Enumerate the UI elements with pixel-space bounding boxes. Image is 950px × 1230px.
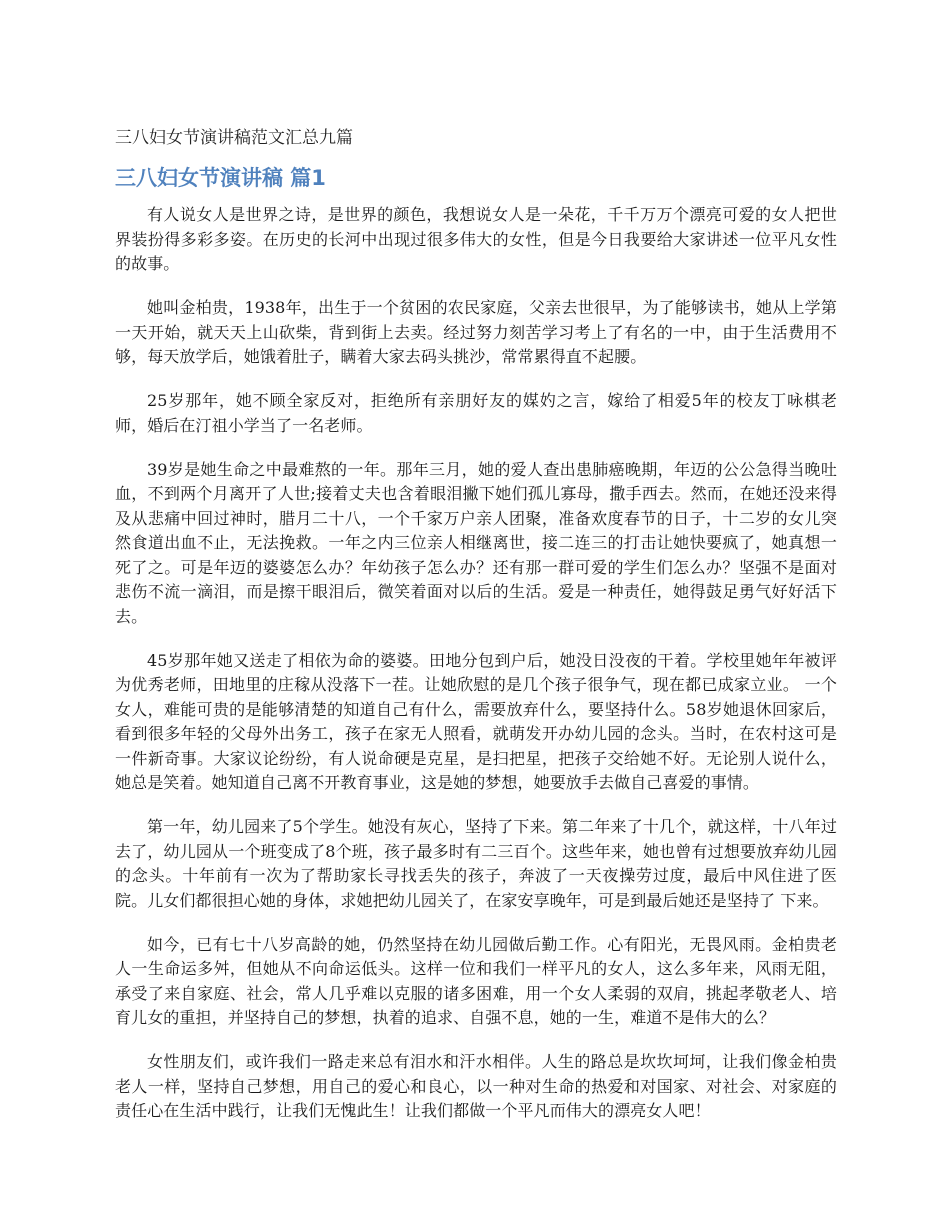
document-title: 三八妇女节演讲稿范文汇总九篇 — [115, 128, 353, 148]
document-body — [115, 203, 837, 1143]
paragraph-2: 她叫金柏贵，1938年，出生于一个贫困的农民家庭，父亲去世很早，为了能够读书，她从上学第一天开始，就天天上山砍柴，背到街上去卖。经过努力刻苦学习考上了有名的一中，由于生活费用不够，每天放学后，她饿着肚子，瞒着大家去码头挑沙，常常累得直不起腰。 — [115, 298, 837, 366]
paragraph-8: 女性朋友们，或许我们一路走来总有泪水和汗水相伴。人生的路总是坎坎坷坷，让我们像金柏贵老人一样，坚持自己梦想，用自己的爱心和良心，以一种对生命的热爱和对国家、对社会、对家庭的责任心在生活中践行，让我们无愧此生！让我们都做一个平凡而伟大的漂亮女人吧！ — [115, 1052, 837, 1120]
paragraph-7: 如今，已有七十八岁高龄的她，仍然坚持在幼儿园做后勤工作。心有阳光，无畏风雨。金柏贵老人一生命运多舛，但她从不向命运低头。这样一位和我们一样平凡的女人，这么多年来，风雨无阻，承受了来自家庭、社会，常人几乎难以克服的诸多困难，用一个女人柔弱的双肩，挑起孝敬老人、培育儿女的重担，并坚持自己的梦想，执着的追求、自强不息，她的一生，难道不是伟大的么？ — [115, 934, 837, 1027]
paragraph-1: 有人说女人是世界之诗，是世界的颜色，我想说女人是一朵花，千千万万个漂亮可爱的女人把世界装扮得多彩多姿。在历史的长河中出现过很多伟大的女性，但是今日我要给大家讲述一位平凡女性的故事。 — [115, 205, 837, 273]
paragraph-6: 第一年，幼儿园来了5个学生。她没有灰心，坚持了下来。第二年来了十几个，就这样，十八年过去了，幼儿园从一个班变成了8个班，孩子最多时有二三百个。这些年来，她也曾有过想要放弃幼儿园的念头。十年前有一次为了帮助家长寻找丢失的孩子，奔波了一天夜操劳过度，最后中风住进了医院。儿女们都很担心她的身体，求她把幼儿园关了，在家安享晚年，可是到最后她还是坚持了 下来。 — [115, 817, 837, 910]
paragraph-3: 25岁那年，她不顾全家反对，拒绝所有亲朋好友的媒妁之言，嫁给了相爱5年的校友丁咏棋老师，婚后在汀祖小学当了一名老师。 — [115, 391, 837, 435]
section-heading: 三八妇女节演讲稿 篇1 — [115, 166, 326, 190]
paragraph-5: 45岁那年她又送走了相依为命的婆婆。田地分包到户后，她没日没夜的干着。学校里她年年被评为优秀老师，田地里的庄稼从没落下一茬。让她欣慰的是几个孩子很争气，现在都已成家立业。 一个女人，难能可贵的是能够清楚的知道自己有什么，需要放弃什么，要坚持什么。58岁她退休回家后，看到很多年轻的父母外出务工，孩子在家无人照看，就萌发开办幼儿园的念头。当时，在农村这可是一件新奇事。大家议论纷纷，有人说命硬是克星，是扫把星，把孩子交给她不好。无论别人说什么，她总是笑着。她知道自己离不开教育事业，这是她的梦想，她要放手去做自己喜爱的事情。 — [115, 650, 837, 792]
paragraph-4: 39岁是她生命之中最难熬的一年。那年三月，她的爱人查出患肺癌晚期，年迈的公公急得当晚吐血，不到两个月离开了人世;接着丈夫也含着眼泪撇下她们孤儿寡母，撒手西去。然而，在她还没来得及从悲痛中回过神时，腊月二十八，一个千家万户亲人团聚，准备欢度春节的日子，十二岁的女儿突然食道出血不止，无法挽救。一年之内三位亲人相继离世，接二连三的打击让她快要疯了，她真想一死了之。可是年迈的婆婆怎么办？年幼孩子怎么办？还有那一群可爱的学生们怎么办？坚强不是面对悲伤不流一滴泪，而是擦干眼泪后，微笑着面对以后的生活。爱是一种责任，她得鼓足勇气好好活下去。 — [115, 459, 837, 626]
